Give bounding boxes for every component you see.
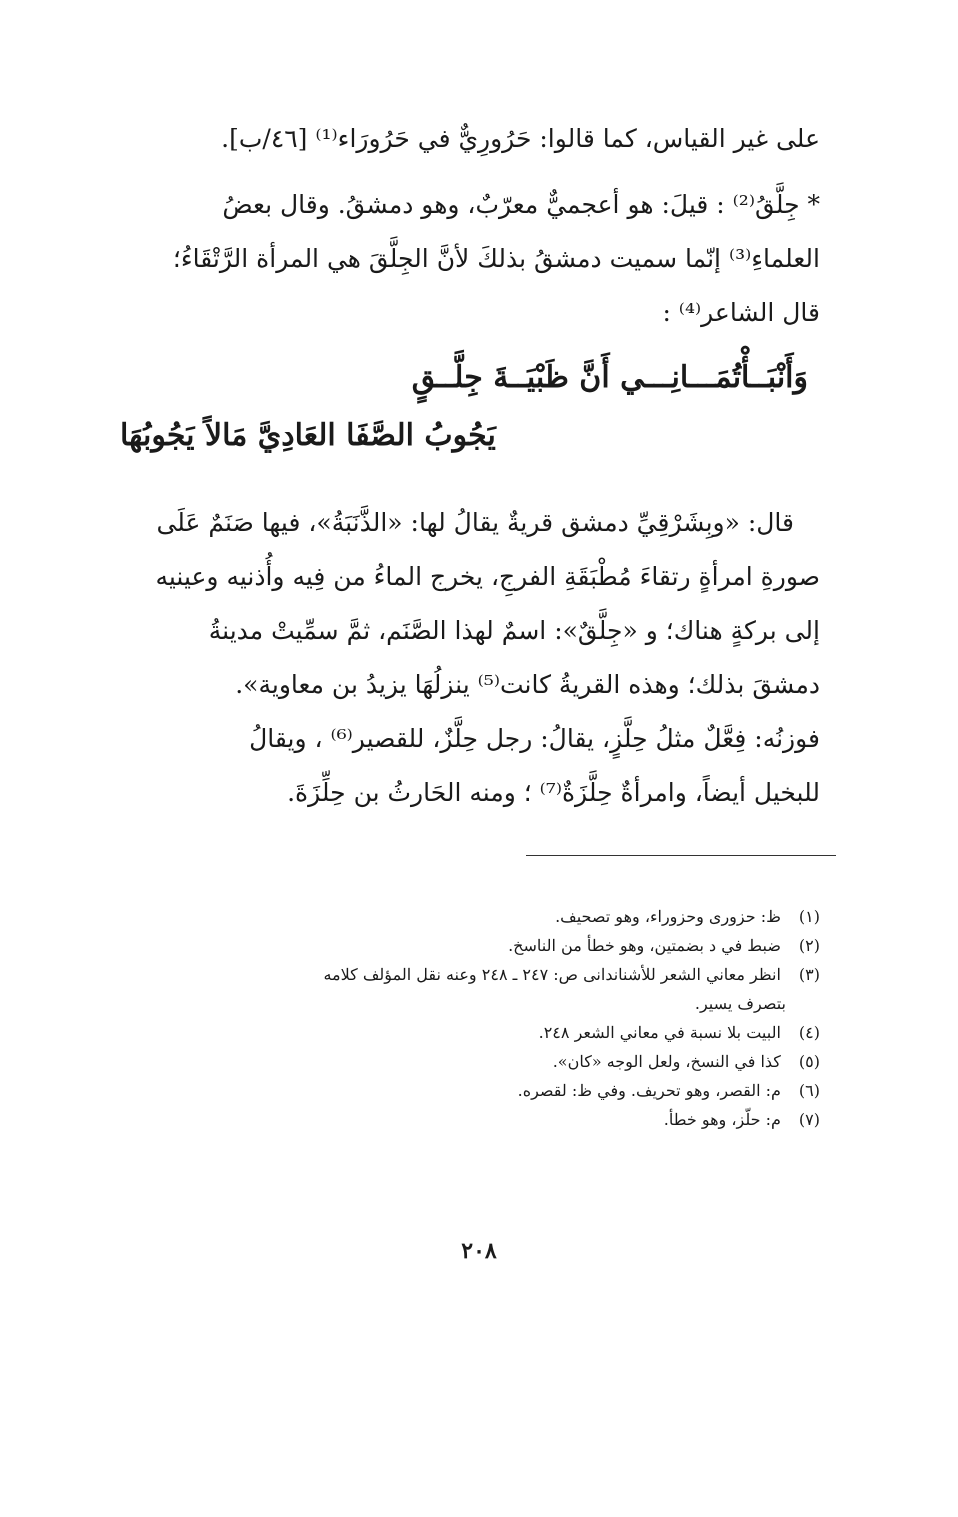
- verse-second-hemistich: يَجُوبُ الصَّفَا العَادِيَّ مَالاً يَجُوبُهَا: [120, 418, 496, 453]
- footnote-number: (٤): [798, 1023, 820, 1042]
- footnote-text: البيت بلا نسبة في معاني الشعر ٢٤٨.: [538, 1023, 781, 1042]
- footnote-text: م: القصر، وهو تحريف. وفي ظ: لقصره.: [517, 1081, 781, 1100]
- paragraph-1: [120, 112, 820, 166]
- footnote-text: كذا في النسخ، ولعل الوجه «كان».: [552, 1052, 781, 1071]
- text-line: قال: «وبِشَرْقِيِّ دمشق قريةٌ يقالُ لها: «الذَّنَبَةُ»، فيها صَنَمٌ عَلَى: [156, 508, 794, 537]
- text-line: إلى بركةٍ هناك؛ و «جِلَّقٌ»: اسمٌ لهذا الصَّنَم، ثمَّ سمِّيتْ مدينةُ: [208, 616, 820, 645]
- footnote-number: (٦): [798, 1081, 820, 1100]
- footnote-number: (٢): [798, 936, 820, 955]
- paragraph-3: [120, 496, 820, 820]
- footnote-3: [120, 960, 820, 1018]
- footnote-continuation: بتصرف يسير.: [694, 994, 786, 1013]
- paragraph-2: [120, 178, 820, 340]
- text-line: فوزنُه: فِعَّلٌ مثلُ حِلَّزٍ، يقالُ: رجل حِلَّزٌ، للقصير⁽⁶⁾ ، ويقالُ: [249, 724, 820, 753]
- footnote-text: م: حلّز، وهو خطأ.: [663, 1110, 781, 1129]
- footnote-7: [120, 1105, 820, 1134]
- text-line: على غير القياس، كما قالوا: حَرُورِيٌّ في حَرُورَاء⁽¹⁾ [٤٦/ب].: [221, 124, 820, 153]
- footnote-text: انظر معاني الشعر للأشناندانى ص: ٢٤٧ ـ ٢٤٨ وعنه نقل المؤلف كلامه: [323, 965, 781, 984]
- text-line: العلماءِ⁽³⁾ إنّما سميت دمشقُ بذلكَ لأنَّ الجِلَّقَ هي المرأة الرَّتْقَاءُ؛: [172, 244, 820, 273]
- text-line: للبخيل أيضاً، وامرأةٌ حِلَّزَةٌ⁽⁷⁾ ؛ ومنه الحَارثُ بن حِلِّزَةَ.: [287, 778, 820, 807]
- footnote-1: [120, 902, 820, 931]
- footnote-number: (٣): [798, 965, 820, 984]
- text-line: دمشقَ بذلك؛ وهذه القريةُ كانت⁽⁵⁾ ينزلُهَا يزيدُ بن معاوية».: [235, 670, 820, 699]
- footnote-6: [120, 1076, 820, 1105]
- text-line: صورةِ امرأةٍ رتقاءَ مُطْبَقَةِ الفرجِ، يخرج الماءُ من فِيه وأُذنيه وعينيه: [155, 562, 820, 591]
- footnotes: [120, 902, 820, 1134]
- text-line: * جِلَّقُ⁽²⁾ : قيلَ: هو أعجميٌّ معرّبٌ، وهو دمشقُ. وقال بعضُ: [222, 190, 820, 219]
- footnote-number: (٧): [798, 1110, 820, 1129]
- footnote-divider: [526, 855, 836, 856]
- footnote-2: [120, 931, 820, 960]
- footnote-number: (٥): [798, 1052, 820, 1071]
- verse-first-hemistich: وَأَنْبَــأْتُمَـــانِـــي أَنَّ ظَبْيَــةَ جِلَّــقٍ: [411, 360, 808, 395]
- footnote-number: (١): [798, 907, 820, 926]
- footnote-4: [120, 1018, 820, 1047]
- footnote-5: [120, 1047, 820, 1076]
- footnote-text: ظ: حزورى وحزوراء، وهو تصحيف.: [555, 907, 781, 926]
- text-line: قال الشاعر⁽⁴⁾ :: [662, 298, 820, 327]
- page-number: ٢٠٨: [461, 1238, 497, 1264]
- footnote-text: ضبط في د بضمتين، وهو خطأ من الناسخ.: [508, 936, 781, 955]
